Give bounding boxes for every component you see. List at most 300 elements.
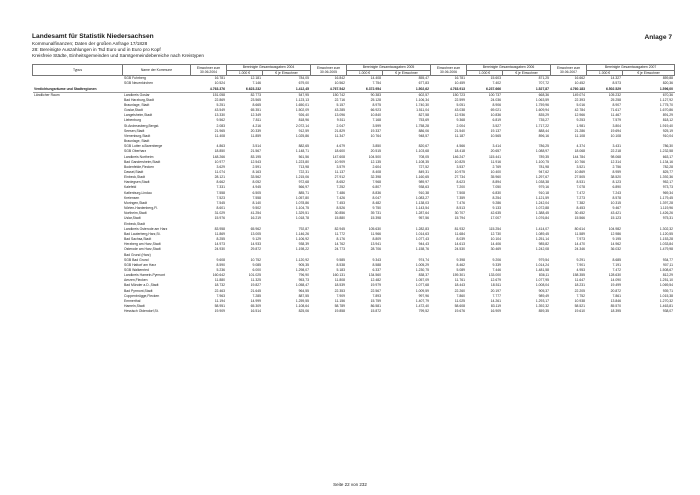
cell-value: 15.566 <box>574 216 586 221</box>
cell-value: 8.526 <box>336 206 346 211</box>
cell-value: 21.645 <box>250 288 261 293</box>
cell-name: SGB Hattorf am Harz <box>124 262 157 267</box>
cell-value: 8.538 <box>336 262 346 267</box>
cell-value: 1.298,07 <box>295 267 310 272</box>
cell-value: 24.930 <box>214 247 225 252</box>
cell-value: 7.050 <box>492 185 502 190</box>
cell-value: 12.349 <box>250 113 261 118</box>
cell-value: 69.021 <box>490 108 502 113</box>
cell-value: 1.242,08 <box>535 247 550 252</box>
cell-value: 825,06 <box>298 309 310 314</box>
cell-value: 11.074 <box>214 170 225 174</box>
cell-value: 1.414,07 <box>535 226 550 231</box>
cell-value: 4.679 <box>336 144 346 149</box>
cell-value: 989,49 <box>538 293 550 298</box>
cell-value: 7.811 <box>252 118 261 123</box>
cell-value: 4.763.913 <box>449 86 466 91</box>
cell-name: Bad Gandersheim,Stadt <box>124 159 161 164</box>
cell-value: 799,52 <box>418 309 430 314</box>
cell-value: 31.029 <box>214 211 225 216</box>
cell-name: SGB Neuenkirchen <box>124 81 154 86</box>
table-header <box>33 65 675 76</box>
cell-value: 65.962 <box>250 226 261 231</box>
header-einwohner <box>431 65 467 76</box>
cell-value: 19.979 <box>370 283 382 288</box>
cell-value: 24.036 <box>490 97 502 102</box>
cell-value: 9.253 <box>576 118 586 123</box>
cell-value: 14.973 <box>214 242 225 247</box>
cell-name: Uslar,Stadt <box>124 216 141 221</box>
cell-value: 18.395 <box>610 309 622 314</box>
cell-value: 32.398 <box>370 175 382 180</box>
cell-value: 7.558 <box>216 190 225 195</box>
cell-value: 7.426 <box>336 195 346 200</box>
cell-value: 1.158,76 <box>415 247 430 252</box>
cell-value: 753,69 <box>418 118 430 123</box>
cell-value: 30.856 <box>334 211 346 216</box>
cell-value: 104.500 <box>368 154 382 159</box>
cell-value: 1.717,22 <box>535 123 550 128</box>
cell-value: 7.860 <box>456 293 466 298</box>
cell-value: 979,54 <box>538 257 550 262</box>
header-tsd-euro: 1.000 € <box>347 70 383 76</box>
cell-value: 6.830 <box>492 190 502 195</box>
cell-value: 22.716 <box>334 97 346 102</box>
cell-name: Bad Harzburg,Stadt <box>124 97 154 102</box>
cell-value: 7.545 <box>216 200 225 205</box>
cell-value: 15.398 <box>370 216 382 221</box>
cell-value: 838,37 <box>418 273 430 278</box>
cell-value: 115.254 <box>489 226 502 231</box>
cell-value: 24.346 <box>574 247 586 252</box>
cell-value: 16.662 <box>574 76 586 81</box>
cell-value: 1.232,58 <box>659 149 674 154</box>
cell-name: Nörten-Hardenberg,Fl. <box>124 206 158 211</box>
cell-value: 9.511 <box>336 118 346 123</box>
cell-value: 14.261 <box>490 298 502 303</box>
cell-value: 10.836 <box>490 113 502 118</box>
cell-value: 3.527 <box>492 123 502 128</box>
cell-value: 849,31 <box>418 170 430 174</box>
cell-value: 8.052 <box>252 180 261 185</box>
cell-value: 713,98 <box>298 164 310 169</box>
cell-value: 944,43 <box>418 242 430 247</box>
cell-value: 953,73 <box>298 278 310 283</box>
cell-value: 1.388,45 <box>535 211 550 216</box>
cell-value: 827,58 <box>418 113 430 118</box>
cell-value: 151.058 <box>191 92 227 98</box>
cell-name: Herzberg am Harz,Stadt <box>124 242 161 247</box>
cell-value: 9.562 <box>216 118 225 123</box>
cell-value: 20.657 <box>490 149 502 154</box>
cell-value: 146.247 <box>452 154 466 159</box>
cell-value: 7.191 <box>612 262 622 267</box>
cell-value: 1.078,86 <box>295 200 310 205</box>
header-einwohner-label: Einwohner zum <box>436 65 461 70</box>
report-header <box>32 33 672 60</box>
cell-name: St.Andreasberg,Bergst. <box>124 123 160 128</box>
cell-value: 7.893 <box>372 293 382 298</box>
cell-value: 10.524 <box>214 81 225 86</box>
cell-typus: Ländlicher Raum <box>33 92 123 98</box>
cell-value: 782,28 <box>662 164 674 169</box>
cell-name: Moringen,Stadt <box>124 200 147 205</box>
cell-value: 11.025 <box>454 298 466 303</box>
cell-value: 707,72 <box>538 81 550 86</box>
cell-value: 11.647 <box>574 278 586 283</box>
cell-name: Landkreis Hameln-Pyrmont <box>124 273 166 278</box>
cell-value: 1.198,22 <box>295 247 310 252</box>
cell-value: 148.266 <box>212 154 225 159</box>
cell-value: 8.578 <box>612 195 622 200</box>
cell-value: 10.562 <box>334 81 346 86</box>
cell-value: 24.773 <box>334 247 346 252</box>
cell-value: 1.127,92 <box>659 97 674 102</box>
cell-value: 1.100,75 <box>535 159 550 164</box>
cell-value: 23.565 <box>250 97 261 102</box>
cell-value: 3.521 <box>576 164 586 169</box>
header-einwohner-date: 30.06.2004 <box>200 70 217 75</box>
cell-value: 7.168 <box>372 118 382 123</box>
cell-value: 888,44 <box>538 128 550 133</box>
cell-value: 19.676 <box>454 309 466 314</box>
cell-value: 19.827 <box>250 283 261 288</box>
cell-value: 10.764 <box>370 133 382 138</box>
cell-value: 952,17 <box>662 180 674 185</box>
cell-value: 896,16 <box>538 133 550 138</box>
cell-value: 4.767.542 <box>329 86 346 91</box>
cell-value: 8.601 <box>216 206 225 211</box>
cell-value: 27.734 <box>454 175 466 180</box>
cell-value: 887,55 <box>298 293 310 298</box>
cell-value: 1.077,95 <box>535 278 550 283</box>
cell-value: 1.223,80 <box>295 159 310 164</box>
cell-value: 25.258 <box>610 97 622 102</box>
cell-value: 1.508,67 <box>659 267 674 272</box>
cell-value: 2.591 <box>252 164 261 169</box>
cell-value: 15.603 <box>490 76 502 81</box>
cell-value: 10.766 <box>574 159 586 164</box>
cell-value: 1.106,34 <box>415 97 430 102</box>
cell-value: 19.137 <box>490 128 502 133</box>
cell-value: 22.599 <box>454 97 466 102</box>
report-subtitle: Kommunalfinanzen; Daten der großen Anfrage 17/1828 <box>32 41 148 46</box>
cell-value: 8.573 <box>612 81 622 86</box>
cell-value: 15.123 <box>610 216 622 221</box>
cell-value: 6.372.954 <box>365 86 382 91</box>
cell-value: 9.129 <box>252 237 261 242</box>
cell-value: 2.083 <box>216 123 225 128</box>
cell-value: 871,25 <box>538 76 550 81</box>
cell-name: Bodenfelde,Flecken <box>124 164 154 169</box>
cell-value: 43.549 <box>214 108 225 113</box>
cell-value: 561,56 <box>298 154 310 159</box>
cell-value: 5.183 <box>336 267 346 272</box>
cell-value: 17.007 <box>490 216 502 221</box>
cell-value: 789,35 <box>538 154 550 159</box>
cell-value: 20.515 <box>370 149 382 154</box>
cell-value: 5.016 <box>576 102 586 107</box>
cell-value: 11.194 <box>214 298 225 303</box>
cell-value: 907,11 <box>662 262 674 267</box>
cell-name: Landkreis Goslar <box>123 92 191 98</box>
cell-value: 7.968 <box>372 180 382 185</box>
cell-value: 105.232 <box>587 92 623 98</box>
cell-value: 1.302,32 <box>659 226 674 231</box>
cell-value: 679,00 <box>298 81 310 86</box>
cell-value: 14.406 <box>490 242 502 247</box>
cell-value: 1.063,59 <box>535 97 550 102</box>
cell-value: 30.469 <box>490 247 502 252</box>
cell-value: 14.090 <box>610 278 622 283</box>
cell-value: 886,06 <box>418 128 430 133</box>
cell-value: 926,40 <box>298 113 310 118</box>
cell-value: 5.089 <box>456 267 466 272</box>
cell-value: 22.567 <box>370 288 382 293</box>
cell-value: 10.565 <box>490 133 502 138</box>
cell-value: 15.794 <box>454 216 466 221</box>
cell-value: 1.014,24 <box>535 262 550 267</box>
cell-value: 7.359 <box>456 195 466 200</box>
cell-value: 58.789 <box>334 304 346 309</box>
cell-value: 16.842 <box>334 76 346 81</box>
cell-value: 974,74 <box>418 257 430 262</box>
cell-value: 7.579 <box>612 118 622 123</box>
cell-name: SGB Bad Grund <box>124 257 149 262</box>
cell-value: 22.393 <box>574 97 586 102</box>
cell-value: 9.085 <box>252 262 261 267</box>
cell-value: 1.057,09 <box>415 278 430 283</box>
cell-value: 115.441 <box>489 154 502 159</box>
cell-value: 910,04 <box>662 133 674 138</box>
header-einwohner-date: 30.06.2006 <box>440 70 458 75</box>
cell-value: 1.108,35 <box>415 159 430 164</box>
cell-value: 1.759,96 <box>535 102 550 107</box>
cell-value: 12.679 <box>490 278 502 283</box>
cell-value: 948,57 <box>418 133 430 138</box>
cell-value: 855,47 <box>418 76 430 81</box>
cell-name: Langelsheim,Stadt <box>124 113 153 118</box>
cell-value: 11.966 <box>370 231 382 236</box>
cell-value: 11.880 <box>214 278 225 283</box>
cell-value: 104.982 <box>608 226 622 231</box>
cell-value: 13.005 <box>250 231 261 236</box>
cell-value: 7.486 <box>336 190 346 195</box>
cell-value: 42.635 <box>490 211 502 216</box>
cell-value: 13.096 <box>334 113 346 118</box>
cell-value: 11.684 <box>454 231 466 236</box>
cell-value: 1.108,64 <box>295 304 310 309</box>
cell-value: 973,73 <box>662 185 674 190</box>
cell-value: 792,87 <box>298 226 310 231</box>
cell-name: SGB Walkenried <box>124 267 149 272</box>
cell-value: 1.077,43 <box>415 237 430 242</box>
cell-value: 9.608 <box>216 257 225 262</box>
cell-value: 12.936 <box>454 113 466 118</box>
cell-value: 1.104,75 <box>295 206 310 211</box>
cell-value: 147.608 <box>332 154 346 159</box>
cell-value: 11.808 <box>334 278 346 283</box>
cell-value: 8.590 <box>216 262 225 267</box>
cell-value: 21.567 <box>250 149 261 154</box>
cell-value: 3.599 <box>372 123 382 128</box>
cell-value: 1.143,54 <box>415 206 430 211</box>
cell-value: 18.600 <box>334 149 346 154</box>
cell-value: 985,82 <box>538 242 550 247</box>
cell-value: 735,27 <box>538 118 550 123</box>
cell-name: Liebenburg <box>124 118 141 123</box>
cell-value: 1.215,06 <box>295 175 310 180</box>
cell-value: 9.467 <box>612 206 622 211</box>
cell-name: Braunlage, Stadt <box>124 139 150 144</box>
cell-value: 11.347 <box>334 133 346 138</box>
cell-value: 160.131 <box>332 273 346 278</box>
cell-value: 14.327 <box>610 76 622 81</box>
cell-value: 1.057,80 <box>295 195 310 200</box>
cell-value: 20.197 <box>490 288 502 293</box>
cell-value: 7.078 <box>576 185 586 190</box>
cell-value: 10.977 <box>214 159 225 164</box>
header-ausgaben-label: Bereinigte Gesamtausgaben <box>604 65 648 69</box>
cell-value: 10.752 <box>250 257 261 262</box>
cell-value: 22.205 <box>574 288 586 293</box>
cell-value: 65.309 <box>250 304 261 309</box>
cell-value: 6.237.666 <box>485 86 502 91</box>
cell-value: 939,71 <box>662 288 674 293</box>
cell-value: 7.472 <box>576 190 586 195</box>
cell-value: 663,17 <box>662 154 674 159</box>
cell-value: 18.418 <box>454 149 466 154</box>
cell-value: 1.072,88 <box>535 206 550 211</box>
cell-value: 16.219 <box>250 216 261 221</box>
cell-value: 1.230,75 <box>415 267 430 272</box>
cell-value: 14.933 <box>250 242 261 247</box>
cell-value: 975,31 <box>662 216 674 221</box>
cell-value: 7.453 <box>336 200 346 205</box>
cell-value: 1.481,58 <box>535 267 550 272</box>
cell-value: 8.123 <box>612 180 622 185</box>
header-einwohner-label: Einwohner zum <box>316 65 341 70</box>
cell-value: 882,65 <box>298 144 310 149</box>
cell-value: 812,29 <box>662 273 674 278</box>
cell-value: 22.463 <box>214 288 225 293</box>
cell-value: 10.104 <box>490 237 502 242</box>
cell-value: 6.337 <box>372 267 382 272</box>
cell-value: 1.106,92 <box>295 237 310 242</box>
cell-value: 20.339 <box>250 128 261 133</box>
cell-value: 3.414 <box>492 144 502 149</box>
cell-value: 1.123,13 <box>295 97 310 102</box>
cell-value: 159.301 <box>452 273 466 278</box>
cell-value: 58.951 <box>214 304 225 309</box>
table-row <box>33 309 675 314</box>
cell-value: 8.482 <box>372 200 382 205</box>
cell-value: 25.128 <box>370 97 382 102</box>
cell-value: 18.732 <box>214 283 225 288</box>
cell-value: 9.502 <box>252 206 261 211</box>
cell-value: 128.630 <box>608 273 622 278</box>
cell-value: 10.869 <box>574 170 586 174</box>
cell-value: 19.610 <box>574 309 586 314</box>
cell-value: 825,77 <box>662 170 674 174</box>
cell-name: Bad Lauterberg,Harz,St. <box>124 231 161 236</box>
cell-value: 6.505 <box>252 190 261 195</box>
cell-value: 7.861 <box>612 293 622 298</box>
cell-value: 6.000 <box>252 267 261 272</box>
cell-value: 7.146 <box>252 81 261 86</box>
cell-value: 8.959 <box>612 170 622 174</box>
cell-value: 934,77 <box>662 257 674 262</box>
cell-value: 19.858 <box>334 309 346 314</box>
cell-value: 16.781 <box>454 76 466 81</box>
cell-value: 910,38 <box>418 190 430 195</box>
cell-value: 1.609,94 <box>535 108 550 113</box>
cell-value: 80.614 <box>574 226 586 231</box>
cell-value: 86.581 <box>370 304 382 309</box>
cell-value: 1.242,04 <box>535 200 550 205</box>
cell-value: 10.825 <box>454 159 466 164</box>
cell-value: 12.966 <box>574 113 586 118</box>
cell-value: 12.482 <box>370 278 382 283</box>
cell-value: 1.282,83 <box>415 226 430 231</box>
cell-value: 19.909 <box>214 309 225 314</box>
cell-value: 8.836 <box>372 190 382 195</box>
cell-value: 13.941 <box>370 242 382 247</box>
header-tsd-euro: 1.000 € <box>227 70 263 76</box>
header-euro-per-capita: € je Einwohner <box>383 70 431 76</box>
cell-value: 24.530 <box>454 247 466 252</box>
cell-value: 15.872 <box>370 309 382 314</box>
cell-value: 8.039 <box>456 237 466 242</box>
header-ausgaben-label: Bereinigte Gesamtausgaben <box>242 65 286 69</box>
cell-value: 43.285 <box>334 108 346 113</box>
cell-value: 8.588 <box>372 262 382 267</box>
cell-value: 82.773 <box>227 92 263 98</box>
cell-value: 22.260 <box>454 288 466 293</box>
cell-value: 150.723 <box>431 92 467 98</box>
cell-value: 1.076,84 <box>535 216 550 221</box>
cell-value: 14.762 <box>334 242 346 247</box>
cell-value: 1.069,54 <box>659 283 674 288</box>
cell-value: 1.008,04 <box>535 283 550 288</box>
cell-name: Hameln,Stadt <box>124 304 145 309</box>
cell-value: 66.923 <box>370 108 382 113</box>
cell-value: 1.412,45 <box>295 86 310 91</box>
cell-value: 7.558 <box>252 195 261 200</box>
header-einwohner-label: Einwohner zum <box>556 65 581 70</box>
cell-name: Vienenburg,Stadt <box>124 133 151 138</box>
cell-value: 8.408 <box>372 170 382 174</box>
cell-value: 1.596,00 <box>659 86 674 91</box>
cell-value: 11.408 <box>214 133 225 138</box>
cell-value: 6.623.232 <box>245 86 261 91</box>
cell-value: 670,36 <box>623 92 675 98</box>
cell-value: 905,37 <box>538 288 550 293</box>
header-typus: Typus <box>33 65 123 76</box>
cell-value: 13.846 <box>610 298 622 303</box>
cell-value: 11.589 <box>574 231 586 236</box>
cell-value: 158.355 <box>572 273 586 278</box>
cell-name: SGB Oberharz <box>124 149 147 154</box>
cell-value: 566,97 <box>298 185 310 190</box>
header-ausgaben-label: Bereinigte Gesamtausgaben <box>482 65 526 69</box>
cell-value: 15.759 <box>370 298 382 303</box>
cell-value: 1.392,32 <box>535 304 550 309</box>
cell-value: 81.932 <box>454 226 466 231</box>
cell-value: 1.251,10 <box>659 278 674 283</box>
cell-value: 38.520 <box>610 175 622 180</box>
cell-value: 1.650,01 <box>295 102 310 107</box>
